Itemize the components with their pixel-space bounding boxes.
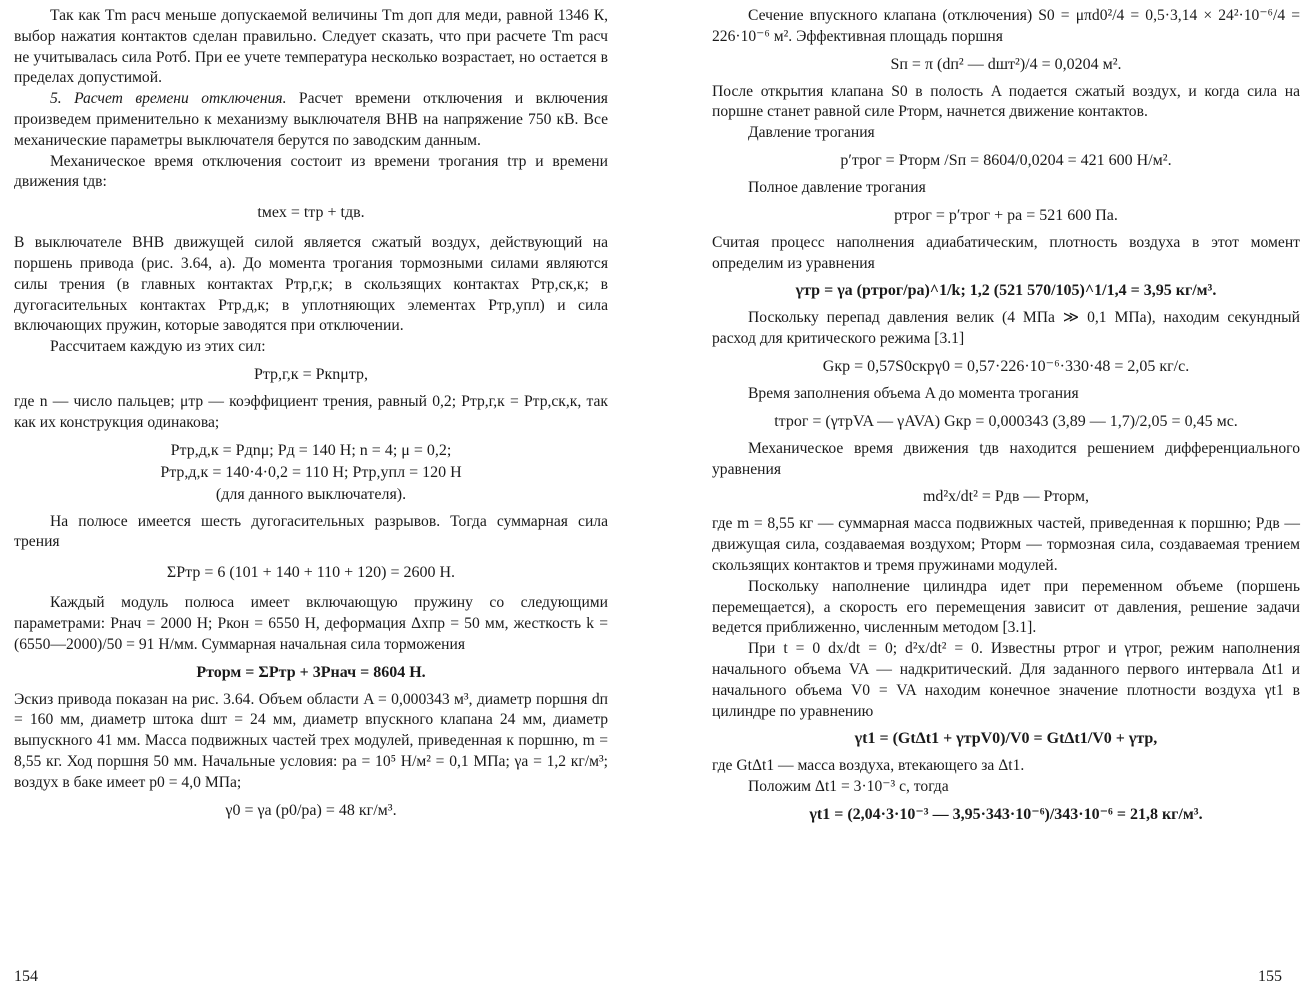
paragraph: [14, 89, 608, 151]
equation: γt1 = (GtΔt1 + γтрV0)/V0 = GtΔt1/V0 + γтр,: [854, 730, 1158, 748]
paragraph: Время заполнения объема A до момента трогания: [748, 384, 1079, 402]
paragraph: Полное давление трогания: [748, 178, 926, 196]
paragraph: Эскиз привода показан на рис. 3.64. Объем области A = 0,000343 м³, диаметр поршня dп = 160 мм, диаметр штока dшт = 24 мм, диаметр впускного клапана 24 мм, диаметр выпускного 41 мм. Масса подвижных частей трех модулей, приведенная к поршню, m = 8,55 кг. Ход поршня 50 мм. Начальные условия: pа = 10⁵ Н/м² = 0,1 МПа; γа = 1,2 кг/м³; воздух в баке имеет p0 = 4,0 МПа;: [14, 690, 608, 791]
right-page: [712, 6, 1300, 832]
equation: p′трог = Pторм /Sп = 8604/0,0204 = 421 600 Н/м².: [840, 151, 1172, 169]
equation: md²x/dt² = Pдв — Pторм,: [922, 488, 1090, 506]
paragraph: На полюсе имеется шесть дугогасительных разрывов. Тогда суммарная сила трения: [14, 512, 608, 551]
paragraph: В выключателе ВНВ движущей силой является сжатый воздух, действующий на поршень привода (рис. 3.64, а). До момента трогания тормозными силами являются силы трения (в главных контактах Pтр,г,к; в скользящих контактах Pтр,ск,к; в дугогасительных контактах Pтр,д,к; в уплотняющих элементах Pтр,упл) и сила включающих пружин, которые заводятся при отключении.: [14, 234, 608, 335]
paragraph: Давление трогания: [748, 124, 875, 142]
paragraph: Считая процесс наполнения адиабатическим, плотность воздуха в этот момент определим из уравнения: [712, 233, 1300, 272]
equation: Gкр = 0,57S0cкрγ0 = 0,57·226·10⁻⁶·330·48 = 2,05 кг/с.: [822, 357, 1190, 375]
equation-note: (для данного выключателя).: [215, 485, 407, 503]
left-page: [14, 6, 608, 828]
paragraph: После открытия клапана S0 в полость A подается сжатый воздух, и когда сила на поршне станет равной силе Pторм, начнется движение контактов.: [712, 82, 1300, 121]
paragraph: где m = 8,55 кг — суммарная масса подвижных частей, приведенная к поршню; Pдв — движущая сила, создаваемая воздухом; Pторм — тормозная сила, создаваемая трением скользящих контактов и тремя пружинами модулей.: [712, 515, 1300, 574]
equation: γt1 = (2,04·3·10⁻³ — 3,95·343·10⁻⁶)/343·10⁻⁶ = 21,8 кг/м³.: [809, 805, 1203, 823]
equation: Pторм = ΣPтр + 3Pнач = 8604 Н.: [196, 663, 426, 681]
paragraph: Каждый модуль полюса имеет включающую пружину со следующими параметрами: Pнач = 2000 Н; Pкон = 6550 Н, деформация Δxпр = 50 мм, жесткость k = (6550—2000)/50 = 91 Н/мм. Суммарная начальная сила торможения: [14, 594, 608, 653]
paragraph: Положим Δt1 = 3·10⁻³ с, тогда: [748, 778, 949, 796]
section-title: 5. Расчет времени отключения.: [50, 90, 287, 108]
equation: pтрог = p′трог + pа = 521 600 Па.: [894, 206, 1118, 224]
equation: γ0 = γа (p0/pа) = 48 кг/м³.: [225, 801, 397, 819]
paragraph: где n — число пальцев; μтр — коэффициент трения, равный 0,2; Pтр,г,к = Pтр,ск,к, так как их конструкция одинакова;: [14, 392, 608, 431]
paragraph: где GtΔt1 — масса воздуха, втекающего за Δt1.: [712, 757, 1025, 775]
equation: Pтр,д,к = 140·4·0,2 = 110 Н; Pтр,упл = 120 Н: [160, 463, 462, 481]
equation: tтрог = (γтрVA — γAVA) Gкр = 0,000343 (3,89 — 1,7)/2,05 = 0,45 мс.: [774, 412, 1238, 430]
paragraph: Поскольку перепад давления велик (4 МПа ≫ 0,1 МПа), находим секундный расход для критического режима [3.1]: [712, 309, 1300, 348]
equation: Pтр,г,к = Pкnμтр,: [253, 365, 369, 383]
paragraph: Механическое время отключения состоит из времени трогания tтр и времени движения tдв:: [14, 152, 608, 191]
paragraph: Так как Tm расч меньше допускаемой величины Tm доп для меди, равной 1346 К, выбор нажатия контактов сделан правильно. Следует сказать, что при расчете Tm расч не учитывалась сила Pотб. При ее учете температура несколько возрастает, но остается в пределах допустимой.: [14, 7, 608, 87]
equation: ΣPтр = 6 (101 + 140 + 110 + 120) = 2600 Н.: [166, 564, 456, 582]
paragraph: Механическое время движения tдв находится решением дифференциального уравнения: [712, 439, 1300, 478]
equation: Pтр,д,к = Pдnμ; Pд = 140 Н; n = 4; μ = 0,2;: [170, 441, 452, 459]
page-number: 155: [1258, 968, 1282, 985]
equation: tмех = tтр + tдв.: [257, 204, 365, 222]
paragraph: Поскольку наполнение цилиндра идет при переменном объеме (поршень перемещается), а скорость его перемещения зависит от давления, решение задачи ведется приближенно, численным методом [3.1].: [712, 577, 1300, 637]
page-number: 154: [14, 968, 38, 985]
paragraph: Сечение впускного клапана (отключения) S0 = μπd0²/4 = 0,5·3,14 × 24²·10⁻⁶/4 = 226·10⁻⁶ м². Эффективная площадь поршня: [712, 7, 1300, 45]
equation: Sп = π (dп² — dшт²)/4 = 0,0204 м².: [890, 55, 1122, 73]
equation: γтр = γа (pтрог/pа)^1/k; 1,2 (521 570/105)^1/1,4 = 3,95 кг/м³.: [795, 282, 1217, 300]
paragraph: При t = 0 dx/dt = 0; d²x/dt² = 0. Известны pтрог и γтрог, режим наполнения начального объема VA — надкритический. Для заданного первого интервала Δt1 и начального объема V0 = VA находим конечное значение плотности воздуха γt1 в цилиндре по уравнению: [712, 640, 1300, 720]
paragraph: Рассчитаем каждую из этих сил:: [50, 338, 266, 356]
paragraph-text: Расчет времени отключения и включения произведем применительно к механизму выключателя ВНВ на напряжение 750 кВ. Все механические параметры выключателя берутся по заводским данным.: [14, 90, 608, 149]
